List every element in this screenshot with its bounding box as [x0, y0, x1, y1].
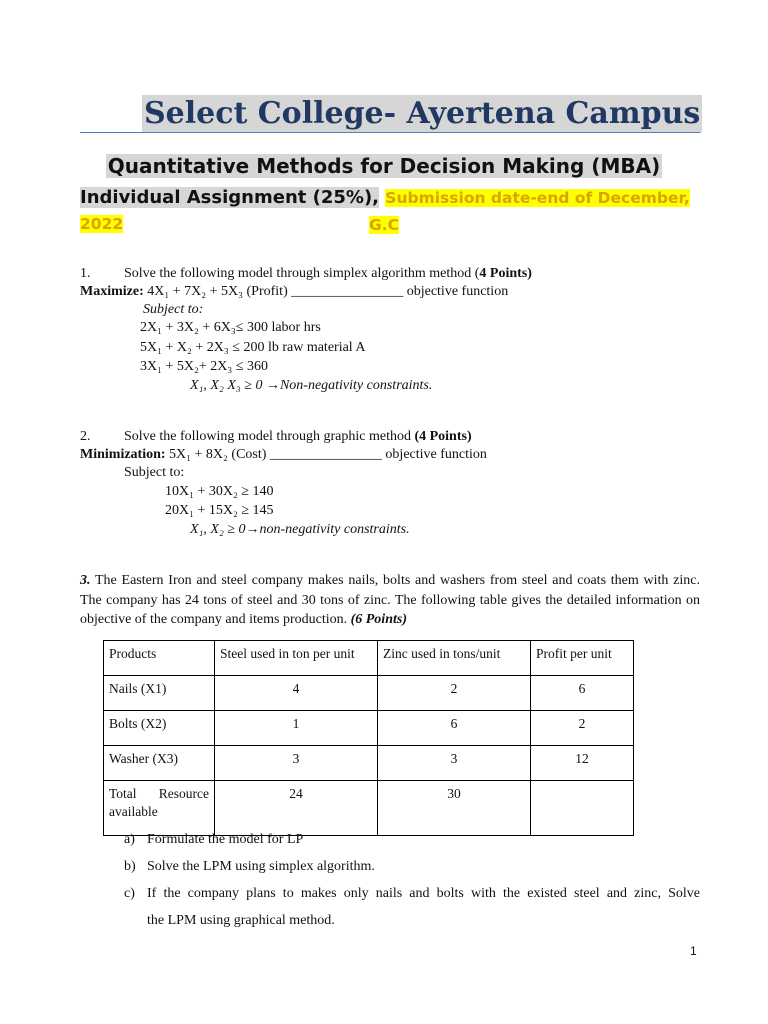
table-cell: 2 [531, 711, 634, 746]
q1-nonnegativity: X₁, X₂ X₃ ≥ 0 →Non-negativity constraints. [190, 378, 433, 393]
q3-prompt: 3. The Eastern Iron and steel company makes nails, bolts and washers from steel and coats them with zinc. The company has 24 tons of steel and 30 tons of zinc. The following table gives the detailed information on objective of the company and items production. (6 Points) [80, 573, 700, 627]
table-header-cell: Zinc used in tons/unit [378, 641, 531, 676]
q3-item-b-label: b) [124, 859, 136, 874]
q2-constraint-1: 10X₁ + 30X₂ ≥ 140 [165, 484, 274, 499]
q3-item-c: If the company plans to makes only nails and bolts with the existed steel and zinc, Solve [147, 886, 700, 901]
q2-prompt: Solve the following model through graphic method (4 Points) [124, 429, 472, 444]
table-header-row [104, 641, 634, 676]
table-cell: 2 [378, 676, 531, 711]
table-row [104, 746, 634, 781]
q1-constraint-3: 3X₁ + 5X₂+ 2X₃ ≤ 360 [140, 359, 268, 374]
college-title: Select College- Ayertena Campus [144, 96, 701, 131]
q1-number: 1. [80, 266, 91, 281]
table-row [104, 781, 634, 836]
q2-number: 2. [80, 429, 91, 444]
table-cell: 4 [215, 676, 378, 711]
q3-item-c-continued: the LPM using graphical method. [147, 913, 335, 928]
q2-constraint-2: 20X₁ + 15X₂ ≥ 145 [165, 503, 274, 518]
q3-item-a-label: a) [124, 832, 135, 847]
submission-suffix: G.C [369, 216, 399, 234]
q3-item-b: Solve the LPM using simplex algorithm. [147, 859, 375, 874]
table-cell: 3 [215, 746, 378, 781]
q1-subject-to: Subject to: [143, 302, 204, 317]
resource-table [103, 640, 634, 836]
course-title: Quantitative Methods for Decision Making (MBA) [107, 154, 661, 178]
assignment-label: Individual Assignment (25%), [80, 187, 380, 208]
table-header-cell: Products [104, 641, 215, 676]
table-cell: Total Resource available [104, 781, 215, 836]
table-cell: 6 [531, 676, 634, 711]
table-row [104, 711, 634, 746]
q2-nonnegativity: X₁, X₂ ≥ 0→non-negativity constraints. [190, 522, 410, 537]
table-cell: 3 [378, 746, 531, 781]
table-header-cell: Profit per unit [531, 641, 634, 676]
submission-date: Submission date-end of December, 2022 [80, 189, 690, 233]
q3-item-a: Formulate the model for LP [147, 832, 304, 847]
table-header-cell: Steel used in ton per unit [215, 641, 378, 676]
table-cell [531, 781, 634, 836]
table-cell: Bolts (X2) [104, 711, 215, 746]
q2-subject-to: Subject to: [124, 465, 185, 480]
table-cell: Washer (X3) [104, 746, 215, 781]
page-number: 1 [690, 944, 697, 958]
q2-objective: Minimization: 5X₁ + 8X₂ (Cost) ________________ objective function [80, 447, 487, 462]
q1-constraint-1: 2X₁ + 3X₂ + 6X₃≤ 300 labor hrs [140, 320, 321, 335]
q3-item-c-label: c) [124, 886, 135, 901]
table-cell: 1 [215, 711, 378, 746]
table-cell: Nails (X1) [104, 676, 215, 711]
table-cell: 6 [378, 711, 531, 746]
title-underline [80, 132, 700, 133]
table-cell: 30 [378, 781, 531, 836]
table-cell: 24 [215, 781, 378, 836]
q1-prompt: Solve the following model through simplex algorithm method (4 Points) [124, 266, 532, 281]
table-row [104, 676, 634, 711]
q1-objective: Maximize: 4X₁ + 7X₂ + 5X₃ (Profit) ________________ objective function [80, 284, 509, 299]
q1-constraint-2: 5X₁ + X₂ + 2X₃ ≤ 200 lb raw material A [140, 340, 366, 355]
table-cell: 12 [531, 746, 634, 781]
